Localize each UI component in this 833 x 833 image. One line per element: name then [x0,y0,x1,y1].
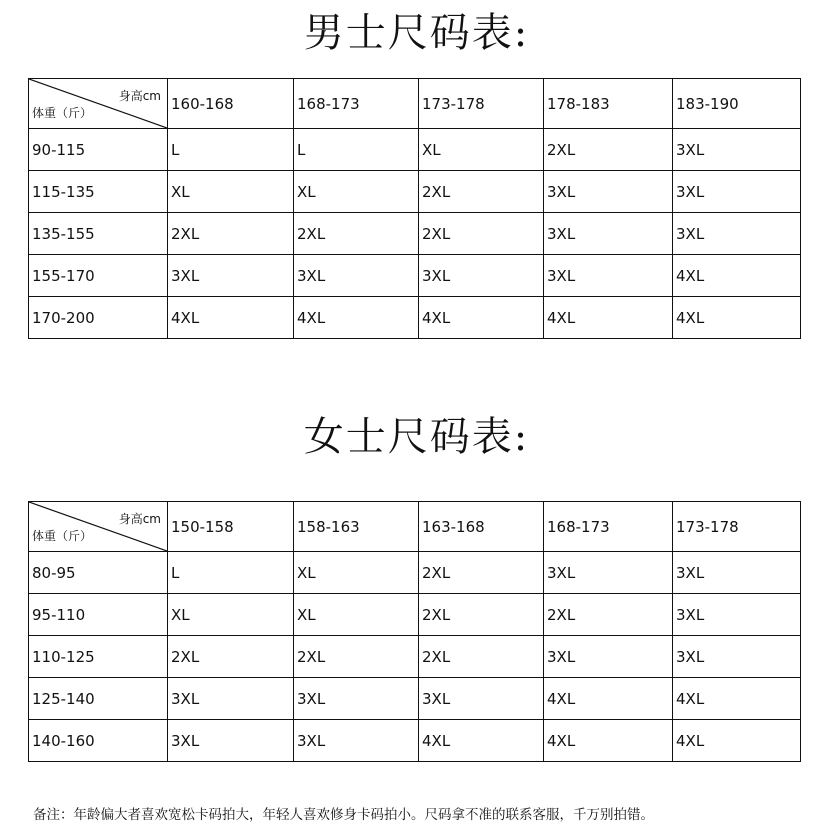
table-row [29,594,801,636]
size-cell: 3XL [294,255,419,297]
size-cell: 3XL [544,213,673,255]
size-cell: 2XL [168,636,294,678]
header-row [29,79,801,129]
height-header: 173-178 [673,502,801,552]
size-cell: 2XL [544,594,673,636]
size-cell: 3XL [544,552,673,594]
size-cell: 4XL [673,297,801,339]
size-cell: 2XL [419,636,544,678]
table-row [29,678,801,720]
size-cell: 3XL [294,720,419,762]
height-header: 173-178 [419,79,544,129]
size-cell: 3XL [544,636,673,678]
height-axis-label: 身高cm [118,512,161,526]
size-cell: XL [294,594,419,636]
size-cell: 3XL [419,255,544,297]
table-row [29,552,801,594]
size-cell: 4XL [673,720,801,762]
size-cell: XL [294,552,419,594]
height-header: 168-173 [544,502,673,552]
women-size-table [28,501,801,762]
size-cell: 3XL [419,678,544,720]
height-header: 163-168 [419,502,544,552]
size-cell: 3XL [544,255,673,297]
weight-cell: 115-135 [29,171,168,213]
size-cell: 2XL [294,213,419,255]
height-header: 150-158 [168,502,294,552]
weight-cell: 135-155 [29,213,168,255]
weight-cell: 155-170 [29,255,168,297]
table-row [29,297,801,339]
height-axis-label: 身高cm [118,89,161,103]
height-header: 178-183 [544,79,673,129]
size-cell: 3XL [673,213,801,255]
size-cell: L [168,552,294,594]
size-cell: 2XL [168,213,294,255]
size-cell: 4XL [294,297,419,339]
size-cell: 3XL [544,171,673,213]
weight-cell: 140-160 [29,720,168,762]
size-cell: 2XL [419,213,544,255]
table-row [29,213,801,255]
men-size-table [28,78,801,339]
size-cell: 3XL [294,678,419,720]
size-cell: 2XL [419,594,544,636]
size-cell: 4XL [673,255,801,297]
remark-note: 备注：年龄偏大者喜欢宽松卡码拍大，年轻人喜欢修身卡码拍小。尺码拿不准的联系客服，千万别拍错。 [33,807,654,823]
weight-cell: 95-110 [29,594,168,636]
size-cell: 4XL [544,720,673,762]
weight-axis-label: 体重（斤） [32,106,93,120]
size-cell: XL [294,171,419,213]
size-cell: 3XL [673,594,801,636]
size-cell: 3XL [673,636,801,678]
size-cell: L [168,129,294,171]
women-size-chart-title: 女士尺码表: [303,414,530,460]
size-cell: 4XL [419,297,544,339]
size-cell: 3XL [673,129,801,171]
table-row [29,636,801,678]
weight-cell: 80-95 [29,552,168,594]
weight-cell: 110-125 [29,636,168,678]
weight-cell: 125-140 [29,678,168,720]
size-cell: XL [419,129,544,171]
header-row [29,502,801,552]
size-cell: 4XL [168,297,294,339]
height-header: 168-173 [294,79,419,129]
size-cell: 2XL [419,171,544,213]
size-cell: 2XL [544,129,673,171]
weight-cell: 170-200 [29,297,168,339]
size-cell: XL [168,594,294,636]
size-cell: 4XL [419,720,544,762]
height-header: 183-190 [673,79,801,129]
size-cell: 4XL [673,678,801,720]
table-row [29,171,801,213]
size-cell: 3XL [673,552,801,594]
size-cell: 3XL [673,171,801,213]
height-header: 160-168 [168,79,294,129]
weight-axis-label: 体重（斤） [32,529,93,543]
height-header: 158-163 [294,502,419,552]
size-cell: XL [168,171,294,213]
size-cell: 4XL [544,297,673,339]
table-row [29,255,801,297]
corner-cell [29,79,168,129]
size-cell: 3XL [168,720,294,762]
size-cell: L [294,129,419,171]
corner-cell [29,502,168,552]
men-size-chart-title: 男士尺码表: [303,10,530,56]
size-cell: 3XL [168,678,294,720]
size-cell: 4XL [544,678,673,720]
size-cell: 2XL [419,552,544,594]
weight-cell: 90-115 [29,129,168,171]
size-cell: 3XL [168,255,294,297]
size-cell: 2XL [294,636,419,678]
table-row [29,720,801,762]
table-row [29,129,801,171]
